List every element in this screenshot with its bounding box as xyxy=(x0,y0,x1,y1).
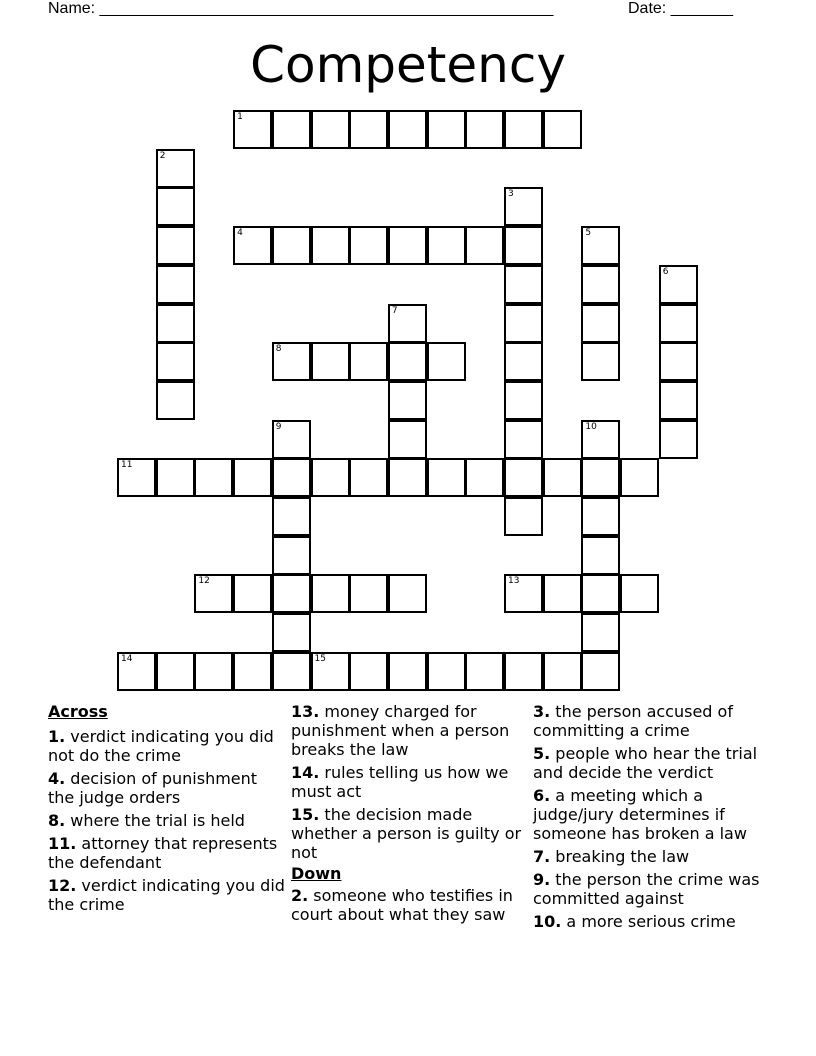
clue-item xyxy=(533,870,773,908)
date-field[interactable]: Date: _______ xyxy=(628,0,733,17)
grid-cell[interactable] xyxy=(311,458,350,497)
cell-number: 14 xyxy=(121,653,133,664)
cell-number: 5 xyxy=(585,228,592,239)
clue-number: 9. xyxy=(533,870,551,889)
grid-cell[interactable] xyxy=(427,110,466,149)
grid-cell[interactable] xyxy=(427,342,466,381)
grid-cell[interactable] xyxy=(349,110,388,149)
grid-cell[interactable] xyxy=(156,381,195,420)
grid-cell[interactable] xyxy=(581,536,620,575)
grid-cell[interactable] xyxy=(620,458,659,497)
grid-cell[interactable] xyxy=(427,226,466,265)
grid-cell[interactable] xyxy=(156,458,195,497)
grid-cell[interactable] xyxy=(156,226,195,265)
grid-cell[interactable] xyxy=(581,652,620,691)
grid-cell[interactable] xyxy=(388,304,427,343)
grid-cell[interactable] xyxy=(272,574,311,613)
grid-cell[interactable] xyxy=(272,613,311,652)
clue-item xyxy=(533,702,773,740)
grid-cell[interactable] xyxy=(620,574,659,613)
cell-number: 4 xyxy=(237,228,243,239)
clue-item xyxy=(48,727,288,765)
grid-cell[interactable] xyxy=(272,110,311,149)
grid-cell[interactable] xyxy=(659,304,698,343)
cell-number: 3 xyxy=(508,189,514,200)
grid-cell[interactable] xyxy=(388,574,427,613)
grid-cell[interactable] xyxy=(581,342,620,381)
clue-number: 10. xyxy=(533,912,562,931)
clue-text: decision of punishment the judge orders xyxy=(48,769,258,807)
down-clue-list xyxy=(291,886,531,924)
clue-item xyxy=(533,786,773,843)
grid-cell[interactable] xyxy=(543,652,582,691)
grid-cell[interactable] xyxy=(156,652,195,691)
clue-text: money charged for punishment when a person breaks the law xyxy=(291,702,510,759)
grid-cell[interactable] xyxy=(349,574,388,613)
grid-cell[interactable] xyxy=(504,458,543,497)
grid-cell[interactable] xyxy=(504,420,543,459)
grid-cell[interactable] xyxy=(581,458,620,497)
grid-cell[interactable] xyxy=(349,342,388,381)
grid-cell[interactable] xyxy=(388,652,427,691)
grid-cell[interactable] xyxy=(659,420,698,459)
clue-text: people who hear the trial and decide the verdict xyxy=(533,744,758,782)
grid-cell[interactable] xyxy=(156,265,195,304)
clue-item xyxy=(533,912,773,931)
grid-cell[interactable] xyxy=(504,304,543,343)
grid-cell[interactable] xyxy=(659,381,698,420)
page-title: Competency xyxy=(250,36,566,94)
cell-number: 1 xyxy=(237,112,243,122)
clues-column-3 xyxy=(533,702,773,935)
clue-text: the person accused of committing a crime xyxy=(533,702,733,740)
clue-number: 5. xyxy=(533,744,551,763)
cell-number: 6 xyxy=(662,266,669,277)
grid-cell[interactable] xyxy=(233,458,272,497)
clue-text: someone who testifies in court about what they saw xyxy=(291,886,513,924)
grid-cell[interactable] xyxy=(156,304,195,343)
clue-text: where the trial is held xyxy=(65,811,245,830)
grid-cell[interactable] xyxy=(233,574,272,613)
grid-cell[interactable] xyxy=(504,342,543,381)
cell-number: 9 xyxy=(275,421,282,432)
clue-number: 2. xyxy=(291,886,309,905)
clue-text: verdict indicating you did not do the crime xyxy=(48,727,274,765)
grid-cell[interactable] xyxy=(388,342,427,381)
grid-cell[interactable] xyxy=(581,226,620,265)
down-heading: Down xyxy=(291,864,342,883)
grid-cell[interactable] xyxy=(272,420,311,459)
clue-number: 11. xyxy=(48,834,77,853)
grid-cell[interactable] xyxy=(581,304,620,343)
clue-number: 4. xyxy=(48,769,66,788)
grid-cell[interactable] xyxy=(504,652,543,691)
grid-cell[interactable] xyxy=(504,497,543,536)
grid-cell[interactable] xyxy=(581,574,620,613)
grid-cell[interactable] xyxy=(156,342,195,381)
clue-item xyxy=(48,769,288,807)
grid-cell[interactable] xyxy=(504,110,543,149)
clue-number: 3. xyxy=(533,702,551,721)
cell-number: 8 xyxy=(275,344,282,355)
grid-cell[interactable] xyxy=(581,420,620,459)
grid-cell[interactable] xyxy=(504,265,543,304)
clue-text: the decision made whether a person is guilty or not xyxy=(291,805,522,862)
grid-cell[interactable] xyxy=(504,187,543,226)
clue-text: a meeting which a judge/jury determines if someone has broken a law xyxy=(533,786,747,843)
grid-cell[interactable] xyxy=(311,574,350,613)
clues-column-1 xyxy=(48,702,288,918)
clue-number: 14. xyxy=(291,763,320,782)
clue-item xyxy=(291,702,531,759)
grid-cell[interactable] xyxy=(659,265,698,304)
grid-cell[interactable] xyxy=(388,458,427,497)
grid-cell[interactable] xyxy=(581,497,620,536)
grid-cell[interactable] xyxy=(427,652,466,691)
grid-cell[interactable] xyxy=(543,574,582,613)
grid-cell[interactable] xyxy=(117,458,156,497)
clue-item xyxy=(291,886,531,924)
clue-number: 7. xyxy=(533,847,551,866)
grid-cell[interactable] xyxy=(543,458,582,497)
across-clue-list-continued xyxy=(291,702,531,862)
grid-cell[interactable] xyxy=(311,226,350,265)
clue-text: the person the crime was committed against xyxy=(533,870,760,908)
clue-item xyxy=(48,834,288,872)
grid-cell[interactable] xyxy=(349,652,388,691)
grid-cell[interactable] xyxy=(272,536,311,575)
grid-cell[interactable] xyxy=(543,110,582,149)
grid-cell[interactable] xyxy=(388,226,427,265)
cell-number: 15 xyxy=(314,653,326,664)
clue-number: 6. xyxy=(533,786,551,805)
cell-number: 10 xyxy=(585,421,597,432)
clue-item xyxy=(291,763,531,801)
grid-cell[interactable] xyxy=(427,458,466,497)
clue-item xyxy=(48,811,288,830)
grid-cell[interactable] xyxy=(659,342,698,381)
grid-cell[interactable] xyxy=(156,149,195,188)
grid-cell[interactable] xyxy=(581,613,620,652)
grid-cell[interactable] xyxy=(311,110,350,149)
grid-cell[interactable] xyxy=(156,187,195,226)
grid-cell[interactable] xyxy=(388,110,427,149)
grid-cell[interactable] xyxy=(388,420,427,459)
grid-cell[interactable] xyxy=(349,226,388,265)
grid-cell[interactable] xyxy=(581,265,620,304)
grid-cell[interactable] xyxy=(233,652,272,691)
grid-cell[interactable] xyxy=(272,652,311,691)
grid-cell[interactable] xyxy=(349,458,388,497)
grid-cell[interactable] xyxy=(194,458,233,497)
across-clue-list xyxy=(48,727,288,914)
grid-cell[interactable] xyxy=(465,458,504,497)
cell-number: 12 xyxy=(198,576,210,587)
grid-cell[interactable] xyxy=(194,574,233,613)
cell-number: 11 xyxy=(121,460,133,471)
grid-cell[interactable] xyxy=(233,226,272,265)
cell-number: 13 xyxy=(508,576,520,587)
cell-number: 2 xyxy=(159,150,166,161)
clue-text: breaking the law xyxy=(550,847,690,866)
clue-number: 8. xyxy=(48,811,66,830)
clue-text: attorney that represents the defendant xyxy=(48,834,278,872)
grid-cell[interactable] xyxy=(272,342,311,381)
clue-number: 1. xyxy=(48,727,66,746)
clue-item xyxy=(48,876,288,914)
clues-column-2 xyxy=(291,702,531,928)
grid-cell[interactable] xyxy=(233,110,272,149)
grid-cell[interactable] xyxy=(272,458,311,497)
grid-cell[interactable] xyxy=(311,342,350,381)
clue-number: 12. xyxy=(48,876,77,895)
clue-number: 15. xyxy=(291,805,320,824)
grid-cell[interactable] xyxy=(311,652,350,691)
down-clue-list-continued xyxy=(533,702,773,931)
clue-item xyxy=(533,744,773,782)
grid-cell[interactable] xyxy=(504,381,543,420)
across-heading: Across xyxy=(48,702,108,721)
grid-cell[interactable] xyxy=(465,110,504,149)
clue-text: rules telling us how we must act xyxy=(291,763,509,801)
grid-cell[interactable] xyxy=(465,226,504,265)
grid-cell[interactable] xyxy=(117,652,156,691)
grid-cell[interactable] xyxy=(504,574,543,613)
clue-item xyxy=(533,847,773,866)
cell-number: 7 xyxy=(391,305,398,316)
clue-text: verdict indicating you did the crime xyxy=(48,876,285,914)
grid-cell[interactable] xyxy=(504,226,543,265)
grid-cell[interactable] xyxy=(388,381,427,420)
clue-text: a more serious crime xyxy=(561,912,736,931)
grid-cell[interactable] xyxy=(272,226,311,265)
grid-cell[interactable] xyxy=(194,652,233,691)
name-field[interactable]: Name: ___________________________________________________ xyxy=(48,0,554,17)
clue-item xyxy=(291,805,531,862)
grid-cell[interactable] xyxy=(465,652,504,691)
grid-cell[interactable] xyxy=(272,497,311,536)
clue-number: 13. xyxy=(291,702,320,721)
